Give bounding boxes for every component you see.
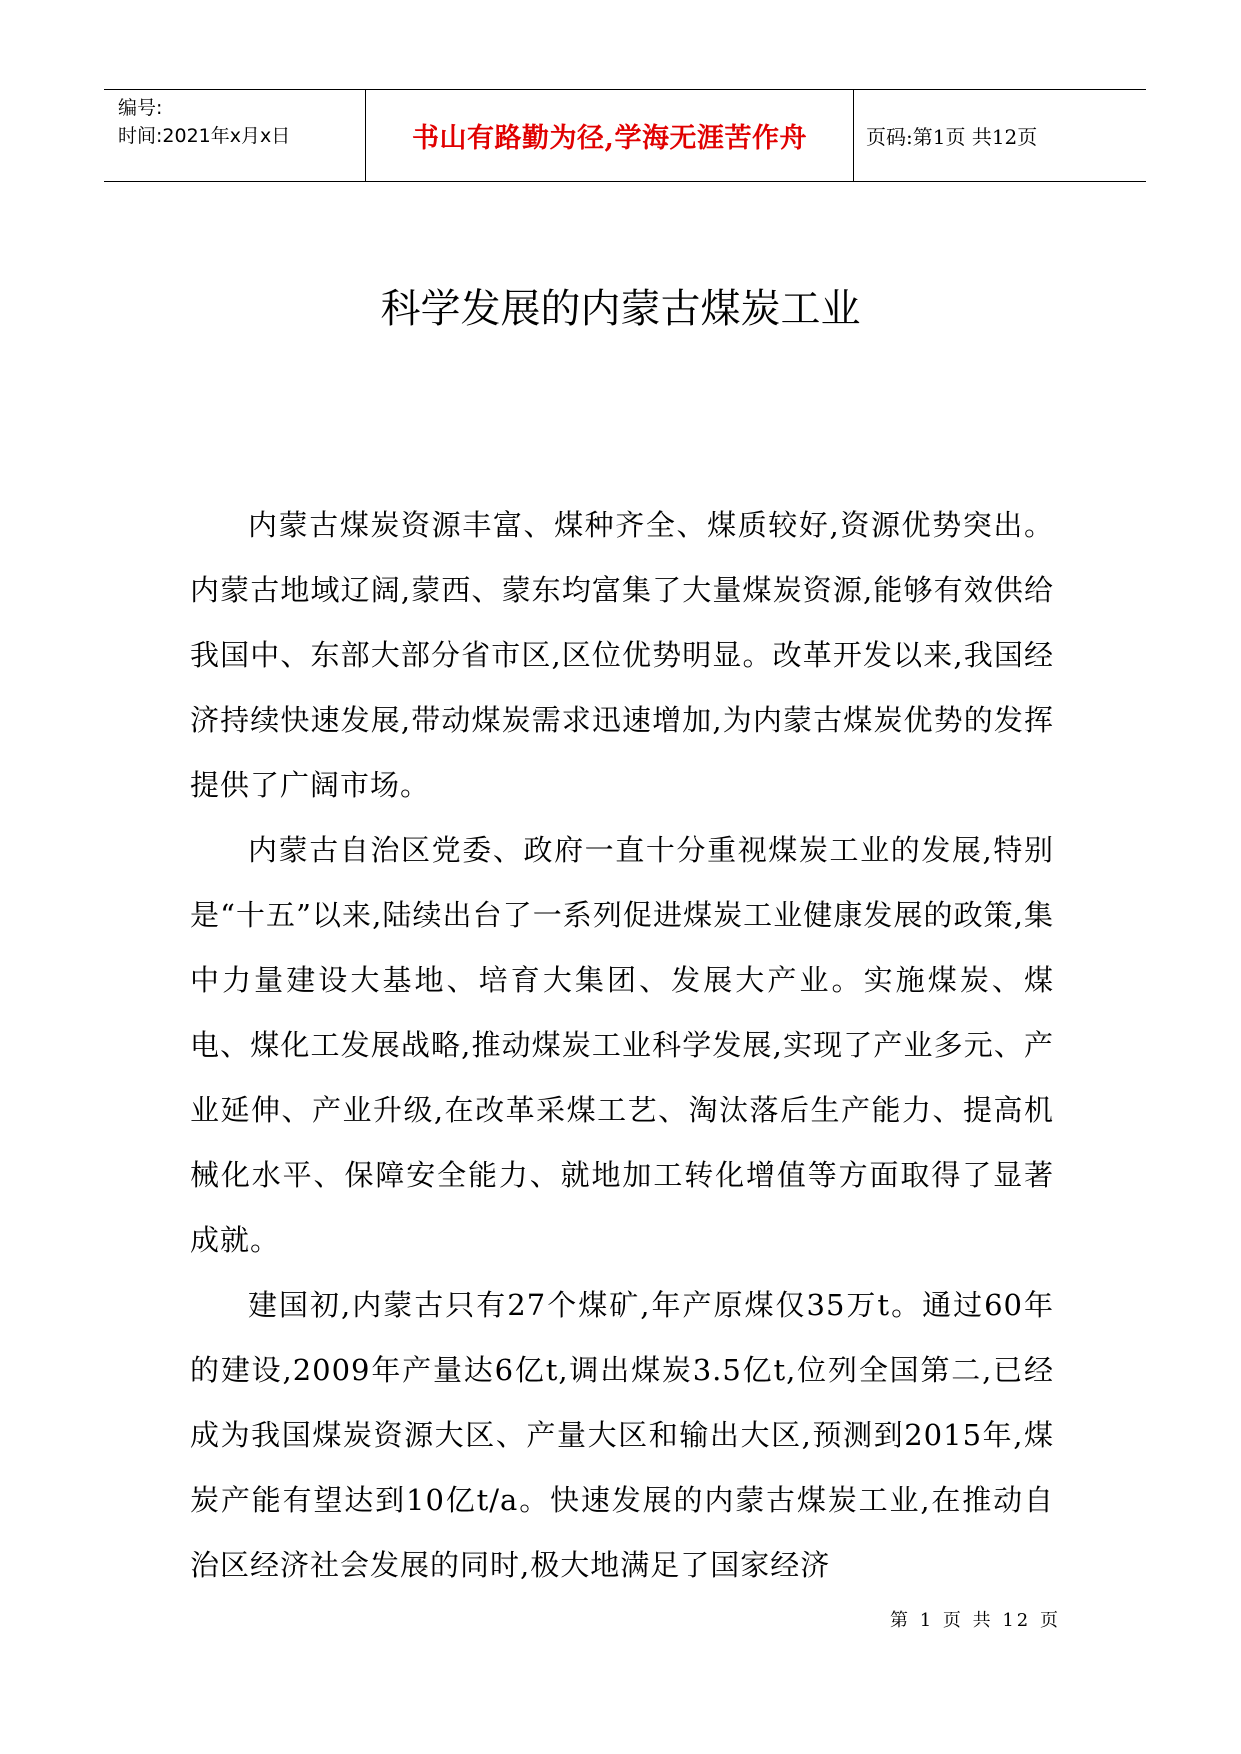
header-page-number: 页码:第1页 共12页 [866,125,1038,149]
paragraph-3: 建国初,内蒙古只有27个煤矿,年产原煤仅35万t。通过60年的建设,2009年产量达6亿t,调出煤炭3.5亿t,位列全国第二,已经成为我国煤炭资源大区、产量大区和输出大区,预测到2015年,煤炭产能有望达到10亿t/a。快速发展的内蒙古煤炭工业,在推动自治区经济社会发展的同时,极大地满足了国家经济 [190,1288,1054,1582]
document-body [190,493,1054,1598]
header-motto-cell [366,90,854,181]
paragraph-1: 内蒙古煤炭资源丰富、煤种齐全、煤质较好,资源优势突出。内蒙古地域辽阔,蒙西、蒙东均富集了大量煤炭资源,能够有效供给我国中、东部大部分省市区,区位优势明显。改革开发以来,我国经济持续快速发展,带动煤炭需求迅速增加,为内蒙古煤炭优势的发挥提供了广阔市场。 [190,508,1054,802]
header-table [104,89,1146,182]
document-title: 科学发展的内蒙古煤炭工业 [380,286,861,332]
header-page-cell [854,90,1146,181]
document-time-label: 时间:2021年x月x日 [118,125,291,147]
document-number-label: 编号: [118,97,163,119]
header-motto: 书山有路勤为径,学海无涯苦作舟 [412,123,807,154]
page-footer: 第 1 页 共 12 页 [890,1610,1061,1631]
header-meta-cell [104,90,366,181]
paragraph-2: 内蒙古自治区党委、政府一直十分重视煤炭工业的发展,特别是“十五”以来,陆续出台了一系列促进煤炭工业健康发展的政策,集中力量建设大基地、培育大集团、发展大产业。实施煤炭、煤电、煤化工发展战略,推动煤炭工业科学发展,实现了产业多元、产业延伸、产业升级,在改革采煤工艺、淘汰落后生产能力、提高机械化水平、保障安全能力、就地加工转化增值等方面取得了显著成就。 [190,833,1054,1257]
